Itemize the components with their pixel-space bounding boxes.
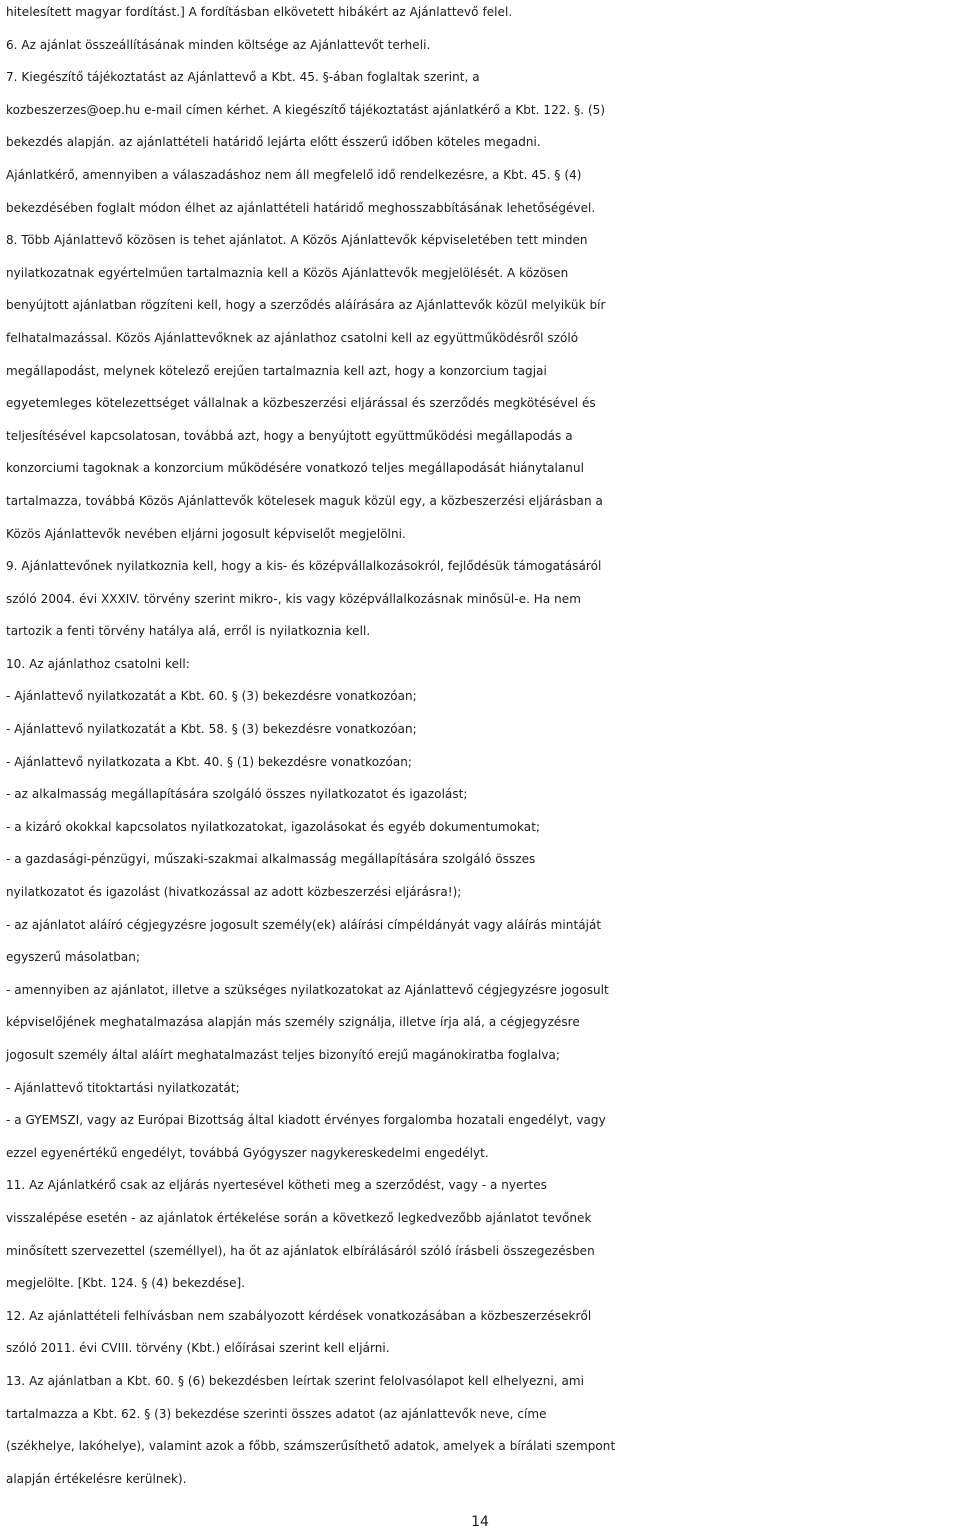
text-line: 9. Ajánlattevőnek nyilatkoznia kell, hogy a kis- és középvállalkozásokról, fejlődésük támogatásáról	[6, 559, 602, 574]
document-body	[6, 0, 954, 1495]
text-line: egyetemleges kötelezettséget vállalnak a közbeszerzési eljárással és szerződés megkötésével és	[6, 396, 596, 411]
text-line: bekezdés alapján. az ajánlattételi határidő lejárta előtt ésszerű időben köteles megadni.	[6, 135, 541, 150]
text-line: (székhelye, lakóhelye), valamint azok a főbb, számszerűsíthető adatok, amelyek a bírálati szempont	[6, 1439, 616, 1454]
text-line: 6. Az ajánlat összeállításának minden költsége az Ajánlattevőt terheli.	[6, 37, 431, 52]
text-line: - Ajánlattevő nyilatkozata a Kbt. 40. § (1) bekezdésre vonatkozóan;	[6, 754, 413, 769]
text-line: - a kizáró okokkal kapcsolatos nyilatkozatokat, igazolásokat és egyéb dokumentumokat;	[6, 819, 541, 834]
text-line: benyújtott ajánlatban rögzíteni kell, hogy a szerződés aláírására az Ajánlattevők közül melyikük bír	[6, 298, 606, 313]
text-line: Közös Ajánlattevők nevében eljárni jogosult képviselőt megjelölni.	[6, 526, 406, 541]
text-line: 11. Az Ajánlatkérő csak az eljárás nyertesével kötheti meg a szerződést, vagy - a nyertes	[6, 1178, 547, 1193]
text-line: - az ajánlatot aláíró cégjegyzésre jogosult személy(ek) aláírási címpéldányát vagy aláírás mintáját	[6, 917, 602, 932]
text-line: szóló 2011. évi CVIII. törvény (Kbt.) előírásai szerint kell eljárni.	[6, 1341, 390, 1356]
text-line: tartozik a fenti törvény hatálya alá, erről is nyilatkoznia kell.	[6, 624, 371, 639]
text-line: megállapodást, melynek kötelező erejűen tartalmaznia kell azt, hogy a konzorcium tagjai	[6, 363, 547, 378]
text-line: nyilatkozatnak egyértelműen tartalmaznia kell a Közös Ajánlattevők megjelölését. A közösen	[6, 265, 569, 280]
text-line: - a GYEMSZI, vagy az Európai Bizottság által kiadott érvényes forgalomba hozatali engedélyt, vagy	[6, 1113, 606, 1128]
text-line: - Ajánlattevő titoktartási nyilatkozatát;	[6, 1080, 240, 1095]
text-line: ezzel egyenértékű engedélyt, továbbá Gyógyszer nagykereskedelmi engedélyt.	[6, 1145, 489, 1160]
page-number: 14	[471, 1514, 489, 1530]
text-line: visszalépése esetén - az ajánlatok értékelése során a következő legkedvezőbb ajánlatot tevőnek	[6, 1210, 592, 1225]
text-line: egyszerű másolatban;	[6, 950, 141, 965]
text-line: - a gazdasági-pénzügyi, műszaki-szakmai alkalmasság megállapítására szolgáló összes	[6, 852, 536, 867]
text-line: - amennyiben az ajánlatot, illetve a szükséges nyilatkozatokat az Ajánlattevő cégjegyzésre jogosult	[6, 982, 609, 997]
text-line: tartalmazza, továbbá Közös Ajánlattevők kötelesek maguk közül egy, a közbeszerzési eljárásban a	[6, 493, 603, 508]
text-line: - Ajánlattevő nyilatkozatát a Kbt. 60. § (3) bekezdésre vonatkozóan;	[6, 689, 417, 704]
text-line: szóló 2004. évi XXXIV. törvény szerint mikro-, kis vagy középvállalkozásnak minősül-e. Ha nem	[6, 591, 581, 606]
text-line: alapján értékelésre kerülnek).	[6, 1471, 187, 1486]
text-line: megjelölte. [Kbt. 124. § (4) bekezdése].	[6, 1276, 246, 1291]
text-line: hitelesített magyar fordítást.] A fordításban elkövetett hibákért az Ajánlattevő felel.	[6, 5, 513, 19]
text-line: minősített szervezettel (személlyel), ha őt az ajánlatok elbírálásáról szóló írásbeli összegezésben	[6, 1243, 595, 1258]
text-line: konzorciumi tagoknak a konzorcium működésére vonatkozó teljes megállapodását hiánytalanul	[6, 461, 584, 476]
text-line: felhatalmazással. Közös Ajánlattevőknek az ajánlathoz csatolni kell az együttműködésről szóló	[6, 330, 579, 345]
text-line: nyilatkozatot és igazolást (hivatkozással az adott közbeszerzési eljárásra!);	[6, 885, 462, 900]
text-line: jogosult személy által aláírt meghatalmazást teljes bizonyító erejű magánokiratba foglalva;	[6, 1048, 560, 1062]
text-line: 12. Az ajánlattételi felhívásban nem szabályozott kérdések vonatkozásában a közbeszerzésekről	[6, 1308, 592, 1323]
text-line: 10. Az ajánlathoz csatolni kell:	[6, 656, 190, 671]
text-line: - Ajánlattevő nyilatkozatát a Kbt. 58. § (3) bekezdésre vonatkozóan;	[6, 722, 417, 737]
text-line: kozbeszerzes@oep.hu e-mail címen kérhet. A kiegészítő tájékoztatást ajánlatkérő a Kbt. 122. §. (5)	[6, 102, 606, 117]
text-line: Ajánlatkérő, amennyiben a válaszadáshoz nem áll megfelelő idő rendelkezésre, a Kbt. 45. § (4)	[6, 167, 582, 182]
text-line: - az alkalmasság megállapítására szolgáló összes nyilatkozatot és igazolást;	[6, 787, 468, 802]
text-line: 8. Több Ajánlattevő közösen is tehet ajánlatot. A Közös Ajánlattevők képviseletében tett minden	[6, 233, 588, 248]
text-line: bekezdésében foglalt módon élhet az ajánlattételi határidő meghosszabbításának lehetőségével.	[6, 200, 596, 215]
text-line: 13. Az ajánlatban a Kbt. 60. § (6) bekezdésben leírtak szerint felolvasólapot kell elhelyezni, ami	[6, 1373, 585, 1388]
text-line: képviselőjének meghatalmazása alapján más személy szignálja, illetve írja alá, a cégjegyzésre	[6, 1015, 580, 1030]
text-line: tartalmazza a Kbt. 62. § (3) bekezdése szerinti összes adatot (az ajánlattevők neve, címe	[6, 1406, 547, 1421]
text-line: 7. Kiegészítő tájékoztatást az Ajánlattevő a Kbt. 45. §-ában foglaltak szerint, a	[6, 70, 480, 85]
text-line: teljesítésével kapcsolatosan, továbbá azt, hogy a benyújtott együttműködési megállapodás a	[6, 428, 573, 443]
